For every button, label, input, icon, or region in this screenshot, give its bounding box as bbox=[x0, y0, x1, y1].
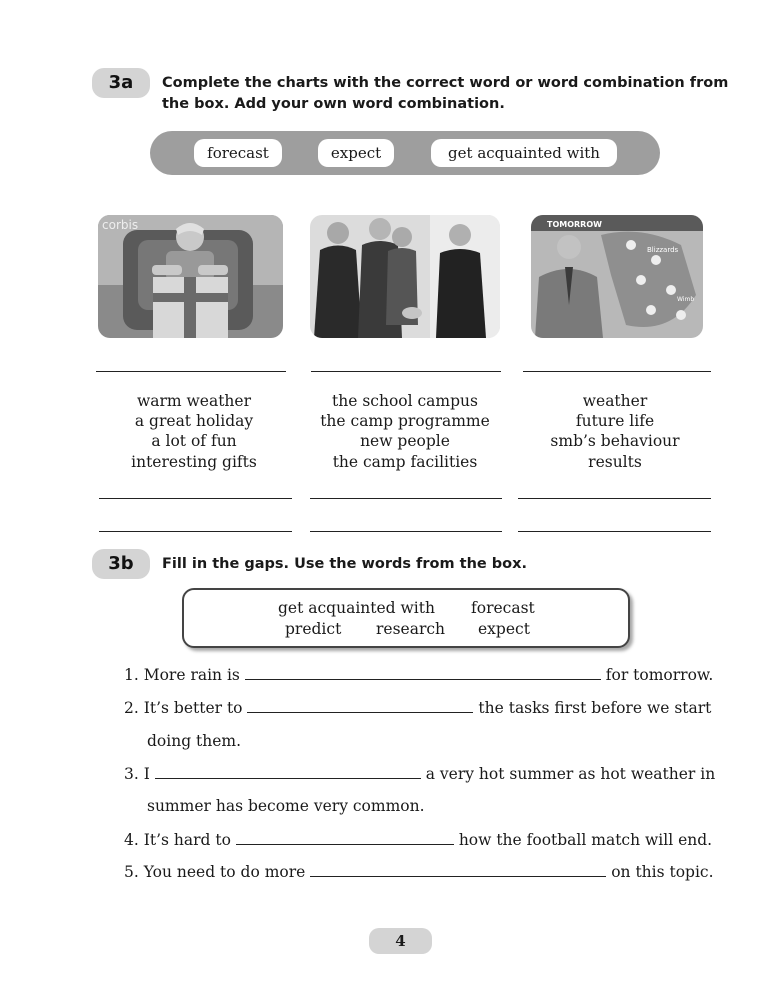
answer-line[interactable] bbox=[99, 531, 292, 532]
word-chip: forecast bbox=[194, 139, 282, 167]
word-chip: get acquainted with bbox=[431, 139, 617, 167]
exercise-3a-badge: 3a bbox=[92, 68, 150, 98]
answer-line[interactable] bbox=[518, 498, 711, 499]
answer-line[interactable] bbox=[96, 371, 286, 372]
tomorrow-banner: TOMORROW bbox=[547, 220, 602, 229]
sentence-1: 1. More rain is for tomorrow. bbox=[124, 666, 714, 684]
map-label-wimb: Wimb bbox=[677, 296, 695, 303]
answer-line[interactable] bbox=[523, 371, 711, 372]
chart-column-3: weather future life smb’s behaviour results bbox=[550, 392, 680, 471]
gap-input[interactable] bbox=[155, 764, 421, 779]
word-chip: expect bbox=[318, 139, 394, 167]
corbis-watermark: corbis bbox=[102, 218, 139, 232]
gap-input[interactable] bbox=[245, 665, 601, 680]
exercise-3b-instruction: Fill in the gaps. Use the words from the box. bbox=[162, 556, 527, 572]
exercise-3b-badge: 3b bbox=[92, 549, 150, 579]
sentence-5: 5. You need to do more on this topic. bbox=[124, 863, 714, 881]
page-number: 4 bbox=[369, 928, 432, 954]
gap-input[interactable] bbox=[236, 830, 454, 845]
photo-boy-with-gift bbox=[98, 215, 283, 338]
sentence-2-cont: doing them. bbox=[147, 732, 242, 750]
answer-line[interactable] bbox=[518, 531, 711, 532]
chart-column-2: the school campus the camp programme new people the camp facilities bbox=[320, 392, 490, 471]
gap-input[interactable] bbox=[247, 698, 473, 713]
answer-line[interactable] bbox=[99, 498, 292, 499]
sentence-4: 4. It’s hard to how the football match will end. bbox=[124, 831, 713, 849]
map-label-blizzards: Blizzards bbox=[647, 246, 679, 254]
sentence-3-cont: summer has become very common. bbox=[147, 797, 425, 815]
answer-line[interactable] bbox=[310, 531, 502, 532]
exercise-3a-instruction: Complete the charts with the correct word or word combination from the box. Add your own word combination. bbox=[162, 75, 729, 112]
word-box-3a bbox=[150, 131, 660, 175]
gap-input[interactable] bbox=[310, 862, 606, 877]
chart-column-1: warm weather a great holiday a lot of fun interesting gifts bbox=[131, 392, 257, 471]
answer-line[interactable] bbox=[310, 498, 502, 499]
sentence-3: 3. I a very hot summer as hot weather in bbox=[124, 765, 716, 783]
photo-business-handshake bbox=[310, 215, 500, 338]
photo-weather-forecaster bbox=[531, 215, 703, 338]
answer-line[interactable] bbox=[311, 371, 501, 372]
word-box-3b: get acquainted with forecast predict research expect bbox=[182, 588, 630, 648]
sentence-2: 2. It’s better to the tasks first before we start bbox=[124, 699, 712, 717]
